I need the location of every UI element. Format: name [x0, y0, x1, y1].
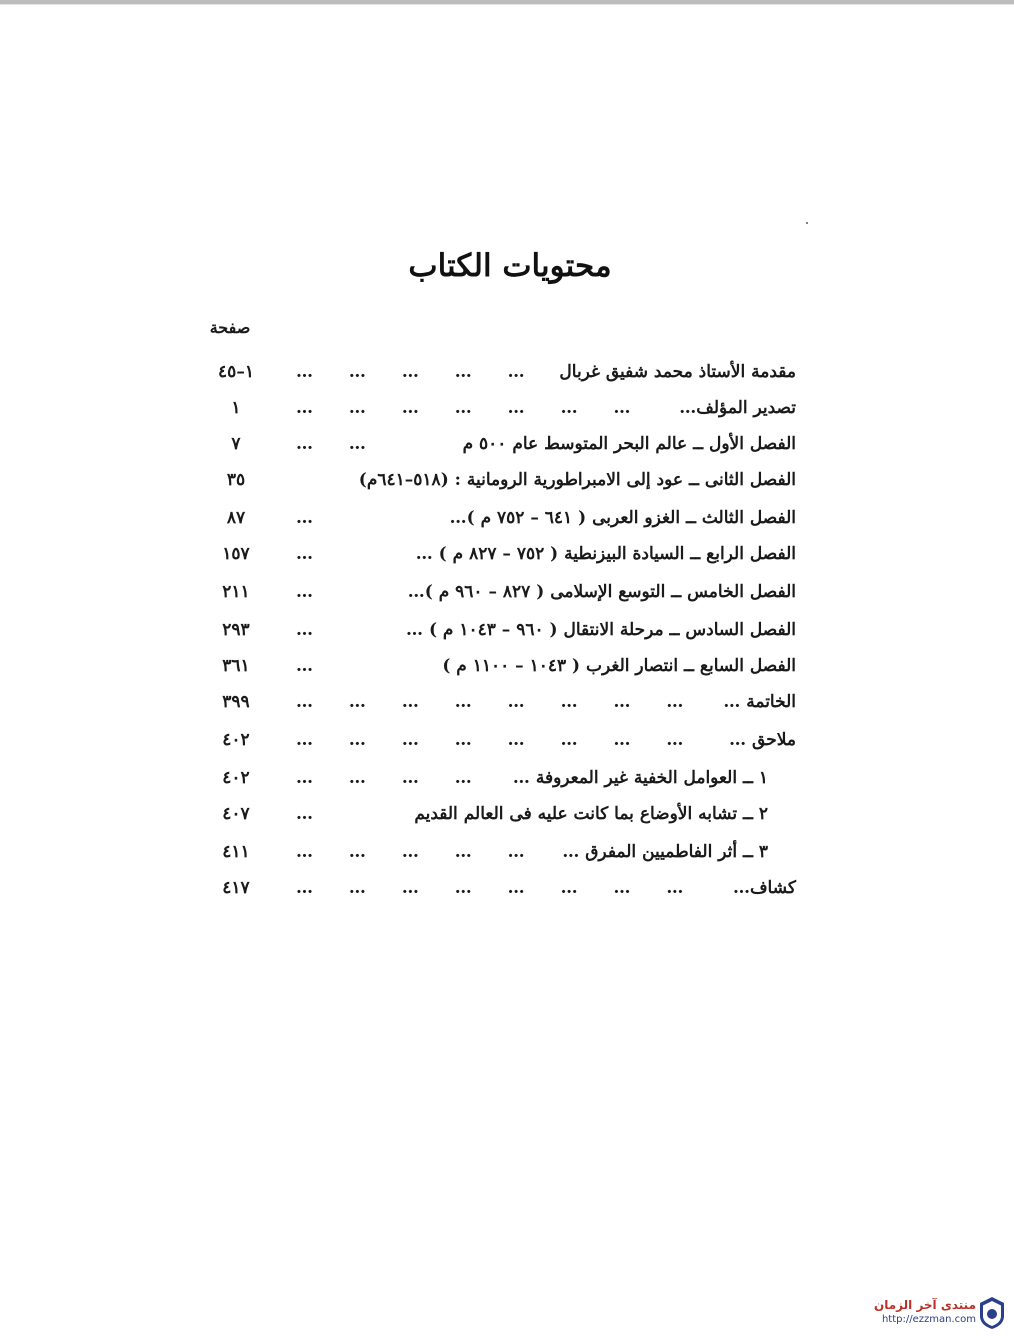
toc-leader-dots: … … … … … … … [296, 398, 633, 418]
toc-page-number: ٤١١ [222, 842, 250, 862]
toc-entry-title: الفصل الأول ــ عالم البحر المتوسط عام ٥٠٠ م [462, 434, 796, 454]
toc-leader-dots: … … … … … … … … [296, 692, 686, 712]
page-title: محتويات الكتاب [408, 248, 612, 284]
toc-leader-dots: … … … … [296, 768, 474, 788]
toc-leader-dots: … … [296, 434, 368, 454]
toc-entry [200, 429, 796, 459]
toc-page-number: ٢٩٣ [222, 620, 250, 640]
toc-page-number: ٣٩٩ [222, 692, 250, 712]
toc-page-number: ١–٤٥ [218, 362, 254, 382]
toc-entry-title: الفصل السادس ــ مرحلة الانتقال ( ٩٦٠ – ١٠٤٣ م ) … [406, 620, 796, 640]
toc-entry-title: الخاتمة … [723, 692, 796, 712]
toc-entry [200, 615, 796, 645]
toc-page-number: ١ [231, 398, 241, 418]
toc-entry-title: الفصل الثانى ــ عود إلى الامبراطورية الرومانية : (٥١٨–٦٤١م) [358, 470, 796, 490]
toc-entry [200, 651, 796, 681]
toc-leader-dots: … [296, 804, 315, 824]
toc-entry-title: الفصل الرابع ــ السيادة البيزنطية ( ٧٥٢ – ٨٢٧ م ) … [415, 544, 796, 564]
toc-entry [200, 577, 796, 607]
toc-entry [200, 503, 796, 533]
toc-entry [200, 799, 796, 829]
page-column-heading: صفحة [209, 318, 251, 337]
toc-entry-title: ١ ــ العوامل الخفية غير المعروفة … [512, 768, 768, 788]
toc-leader-dots: … [296, 582, 315, 602]
toc-entry-title: الفصل الخامس ــ التوسع الإسلامى ( ٨٢٧ – ٩٦٠ م )… [407, 582, 796, 602]
toc-entry [200, 465, 796, 495]
toc-entry-title: الفصل الثالث ــ الغزو العربى ( ٦٤١ – ٧٥٢ م )… [449, 508, 796, 528]
toc-entry-title: مقدمة الأستاذ محمد شفيق غربال [559, 362, 796, 382]
toc-entry-title: ملاحق … [729, 730, 796, 750]
toc-entry [200, 763, 796, 793]
toc-page-number: ٣٥ [226, 470, 246, 490]
toc-page-number: ٤١٧ [222, 878, 250, 898]
toc-page-number: ٤٠٢ [222, 768, 250, 788]
toc-entry [200, 357, 796, 387]
toc-page-number: ٧ [231, 434, 241, 454]
toc-entry [200, 539, 796, 569]
toc-leader-dots: … … … … … [296, 362, 527, 382]
watermark-site-name: منتدى آخر الزمان [874, 1298, 976, 1312]
toc-page-number: ٨٧ [226, 508, 246, 528]
toc-page-number: ٣٦١ [222, 656, 250, 676]
toc-page-number: ١٥٧ [222, 544, 250, 564]
forum-watermark [856, 1292, 1014, 1336]
shield-icon [978, 1296, 1006, 1330]
watermark-url: http://ezzman.com [881, 1314, 976, 1325]
toc-leader-dots: … [296, 544, 315, 564]
toc-entry [200, 873, 796, 903]
toc-leader-dots: … … … … … … … … [296, 878, 686, 898]
toc-entry-title: ٢ ــ تشابه الأوضاع بما كانت عليه فى العالم القديم [414, 804, 768, 824]
toc-entry [200, 687, 796, 717]
toc-leader-dots: … [296, 508, 315, 528]
toc-page-number: ٢١١ [222, 582, 250, 602]
toc-page-number: ٤٠٧ [222, 804, 250, 824]
toc-leader-dots: … [296, 620, 315, 640]
toc-entry-title: الفصل السابع ــ انتصار الغرب ( ١٠٤٣ – ١١٠٠ م ) [442, 656, 796, 676]
toc-page-number: ٤٠٢ [222, 730, 250, 750]
toc-entry-title: تصدير المؤلف… [679, 398, 796, 418]
toc-entry-title: كشاف… [732, 878, 796, 898]
toc-entry [200, 837, 796, 867]
toc-entry [200, 725, 796, 755]
toc-leader-dots: … [296, 656, 315, 676]
toc-leader-dots: … … … … … [296, 842, 527, 862]
toc-entry-title: ٣ ــ أثر الفاطميين المفرق … [562, 842, 768, 862]
toc-leader-dots: … … … … … … … … [296, 730, 686, 750]
toc-entry [200, 393, 796, 423]
